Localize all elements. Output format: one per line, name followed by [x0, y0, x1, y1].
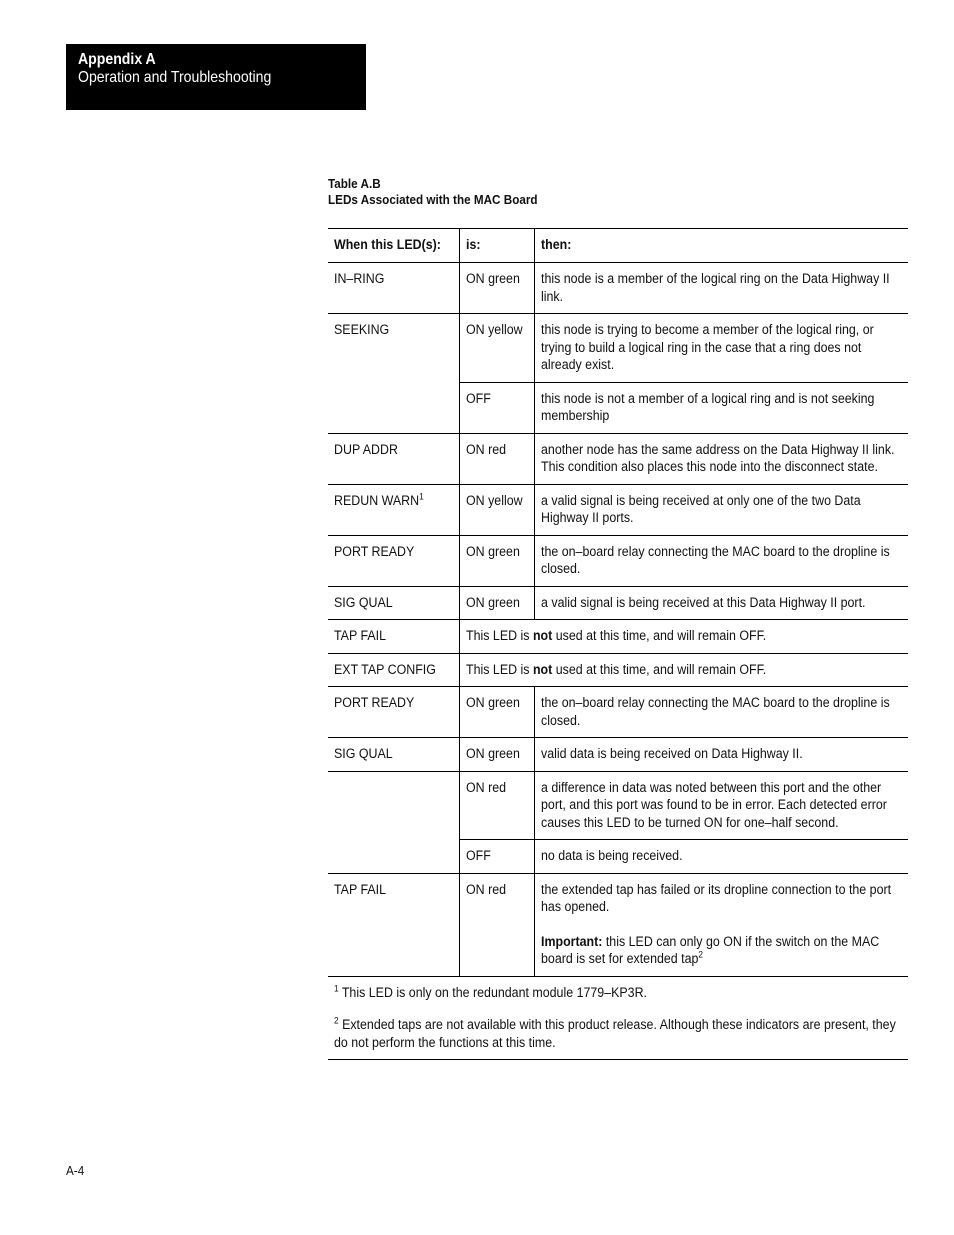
important-note: Important: this LED can only go ON if the switch on the MAC board is set for extended tap$^2$ — [541, 933, 880, 966]
led-name: SIG QUAL — [328, 586, 460, 620]
led-state: ON red — [460, 433, 535, 484]
table-row — [328, 738, 908, 772]
table-row — [328, 535, 908, 586]
appendix-label: Appendix A — [78, 51, 156, 68]
led-state: OFF — [460, 382, 535, 433]
footnote-1: $^1$ This LED is only on the redundant module 1779–KP3R. — [334, 983, 648, 1000]
page-number: A-4 — [66, 1163, 85, 1178]
led-then: the on–board relay connecting the MAC board to the dropline is closed. — [535, 535, 909, 586]
led-name: PORT READY — [328, 535, 460, 586]
led-then: a difference in data was noted between this port and the other port, and this port was found to be in error. Each detected error causes this LED to be turned ON for one–half second. — [535, 771, 909, 840]
table-number: Table A.B — [328, 176, 381, 191]
led-name: IN–RING — [328, 263, 460, 314]
table-row — [328, 314, 908, 383]
led-name: TAP FAIL — [328, 620, 460, 654]
footnote-2: $^2$ Extended taps are not available with this product release. Although these indicators are present, they do not perform the functions at this time. — [328, 1009, 908, 1060]
table-row — [328, 433, 908, 484]
led-state: ON green — [460, 687, 535, 738]
appendix-header-block — [66, 44, 366, 110]
led-then: the extended tap has failed or its dropline connection to the port has opened. Important: this LED can only go ON if the switch on the MAC board is set for extended tap$^2$ — [535, 873, 909, 976]
led-then: this node is a member of the logical ring on the Data Highway II link. — [535, 263, 909, 314]
table-row — [328, 620, 908, 654]
led-not-used-note: This LED is not used at this time, and will remain OFF. — [460, 653, 909, 687]
table-caption — [328, 176, 561, 208]
footnote-ref: 2 — [698, 949, 704, 960]
table-row — [328, 873, 908, 976]
section-title: Operation and Troubleshooting — [78, 69, 272, 86]
led-then: this node is not a member of a logical ring and is not seeking membership — [535, 382, 909, 433]
header-state: is: — [460, 229, 535, 263]
led-name: DUP ADDR — [328, 433, 460, 484]
led-then: another node has the same address on the Data Highway II link. This condition also places this node into the disconnect state. — [535, 433, 909, 484]
led-then: no data is being received. — [535, 840, 909, 874]
table-row — [328, 484, 908, 535]
header-led: When this LED(s): — [328, 229, 460, 263]
table-row — [328, 687, 908, 738]
led-name: EXT TAP CONFIG — [328, 653, 460, 687]
footnote-row — [328, 976, 908, 1009]
led-not-used-note: This LED is not used at this time, and will remain OFF. — [460, 620, 909, 654]
led-state: ON green — [460, 263, 535, 314]
footnote-ref: 1 — [419, 491, 424, 501]
led-table — [328, 228, 908, 1060]
led-state: ON green — [460, 586, 535, 620]
led-name — [328, 771, 460, 873]
led-name: SIG QUAL — [328, 738, 460, 772]
led-name: TAP FAIL — [328, 873, 460, 976]
led-state: ON red — [460, 771, 535, 840]
table-row — [328, 263, 908, 314]
table-row — [328, 653, 908, 687]
led-state: ON green — [460, 738, 535, 772]
led-then: a valid signal is being received at this Data Highway II port. — [535, 586, 909, 620]
led-name: SEEKING — [328, 314, 460, 434]
led-state: ON yellow — [460, 314, 535, 383]
led-state: ON red — [460, 873, 535, 976]
led-then: valid data is being received on Data Highway II. — [535, 738, 909, 772]
table-title: LEDs Associated with the MAC Board — [328, 192, 538, 207]
led-then: a valid signal is being received at only one of the two Data Highway II ports. — [535, 484, 909, 535]
header-then: then: — [535, 229, 909, 263]
led-state: ON green — [460, 535, 535, 586]
led-then: the on–board relay connecting the MAC board to the dropline is closed. — [535, 687, 909, 738]
table-header-row — [328, 229, 908, 263]
footnote-row — [328, 1009, 908, 1060]
table-row — [328, 586, 908, 620]
led-name: PORT READY — [328, 687, 460, 738]
led-then: this node is trying to become a member of the logical ring, or trying to build a logical ring in the case that a ring does not already exist. — [535, 314, 909, 383]
led-name: REDUN WARN$^1$ — [328, 484, 460, 535]
led-state: OFF — [460, 840, 535, 874]
table-row — [328, 771, 908, 840]
led-state: ON yellow — [460, 484, 535, 535]
